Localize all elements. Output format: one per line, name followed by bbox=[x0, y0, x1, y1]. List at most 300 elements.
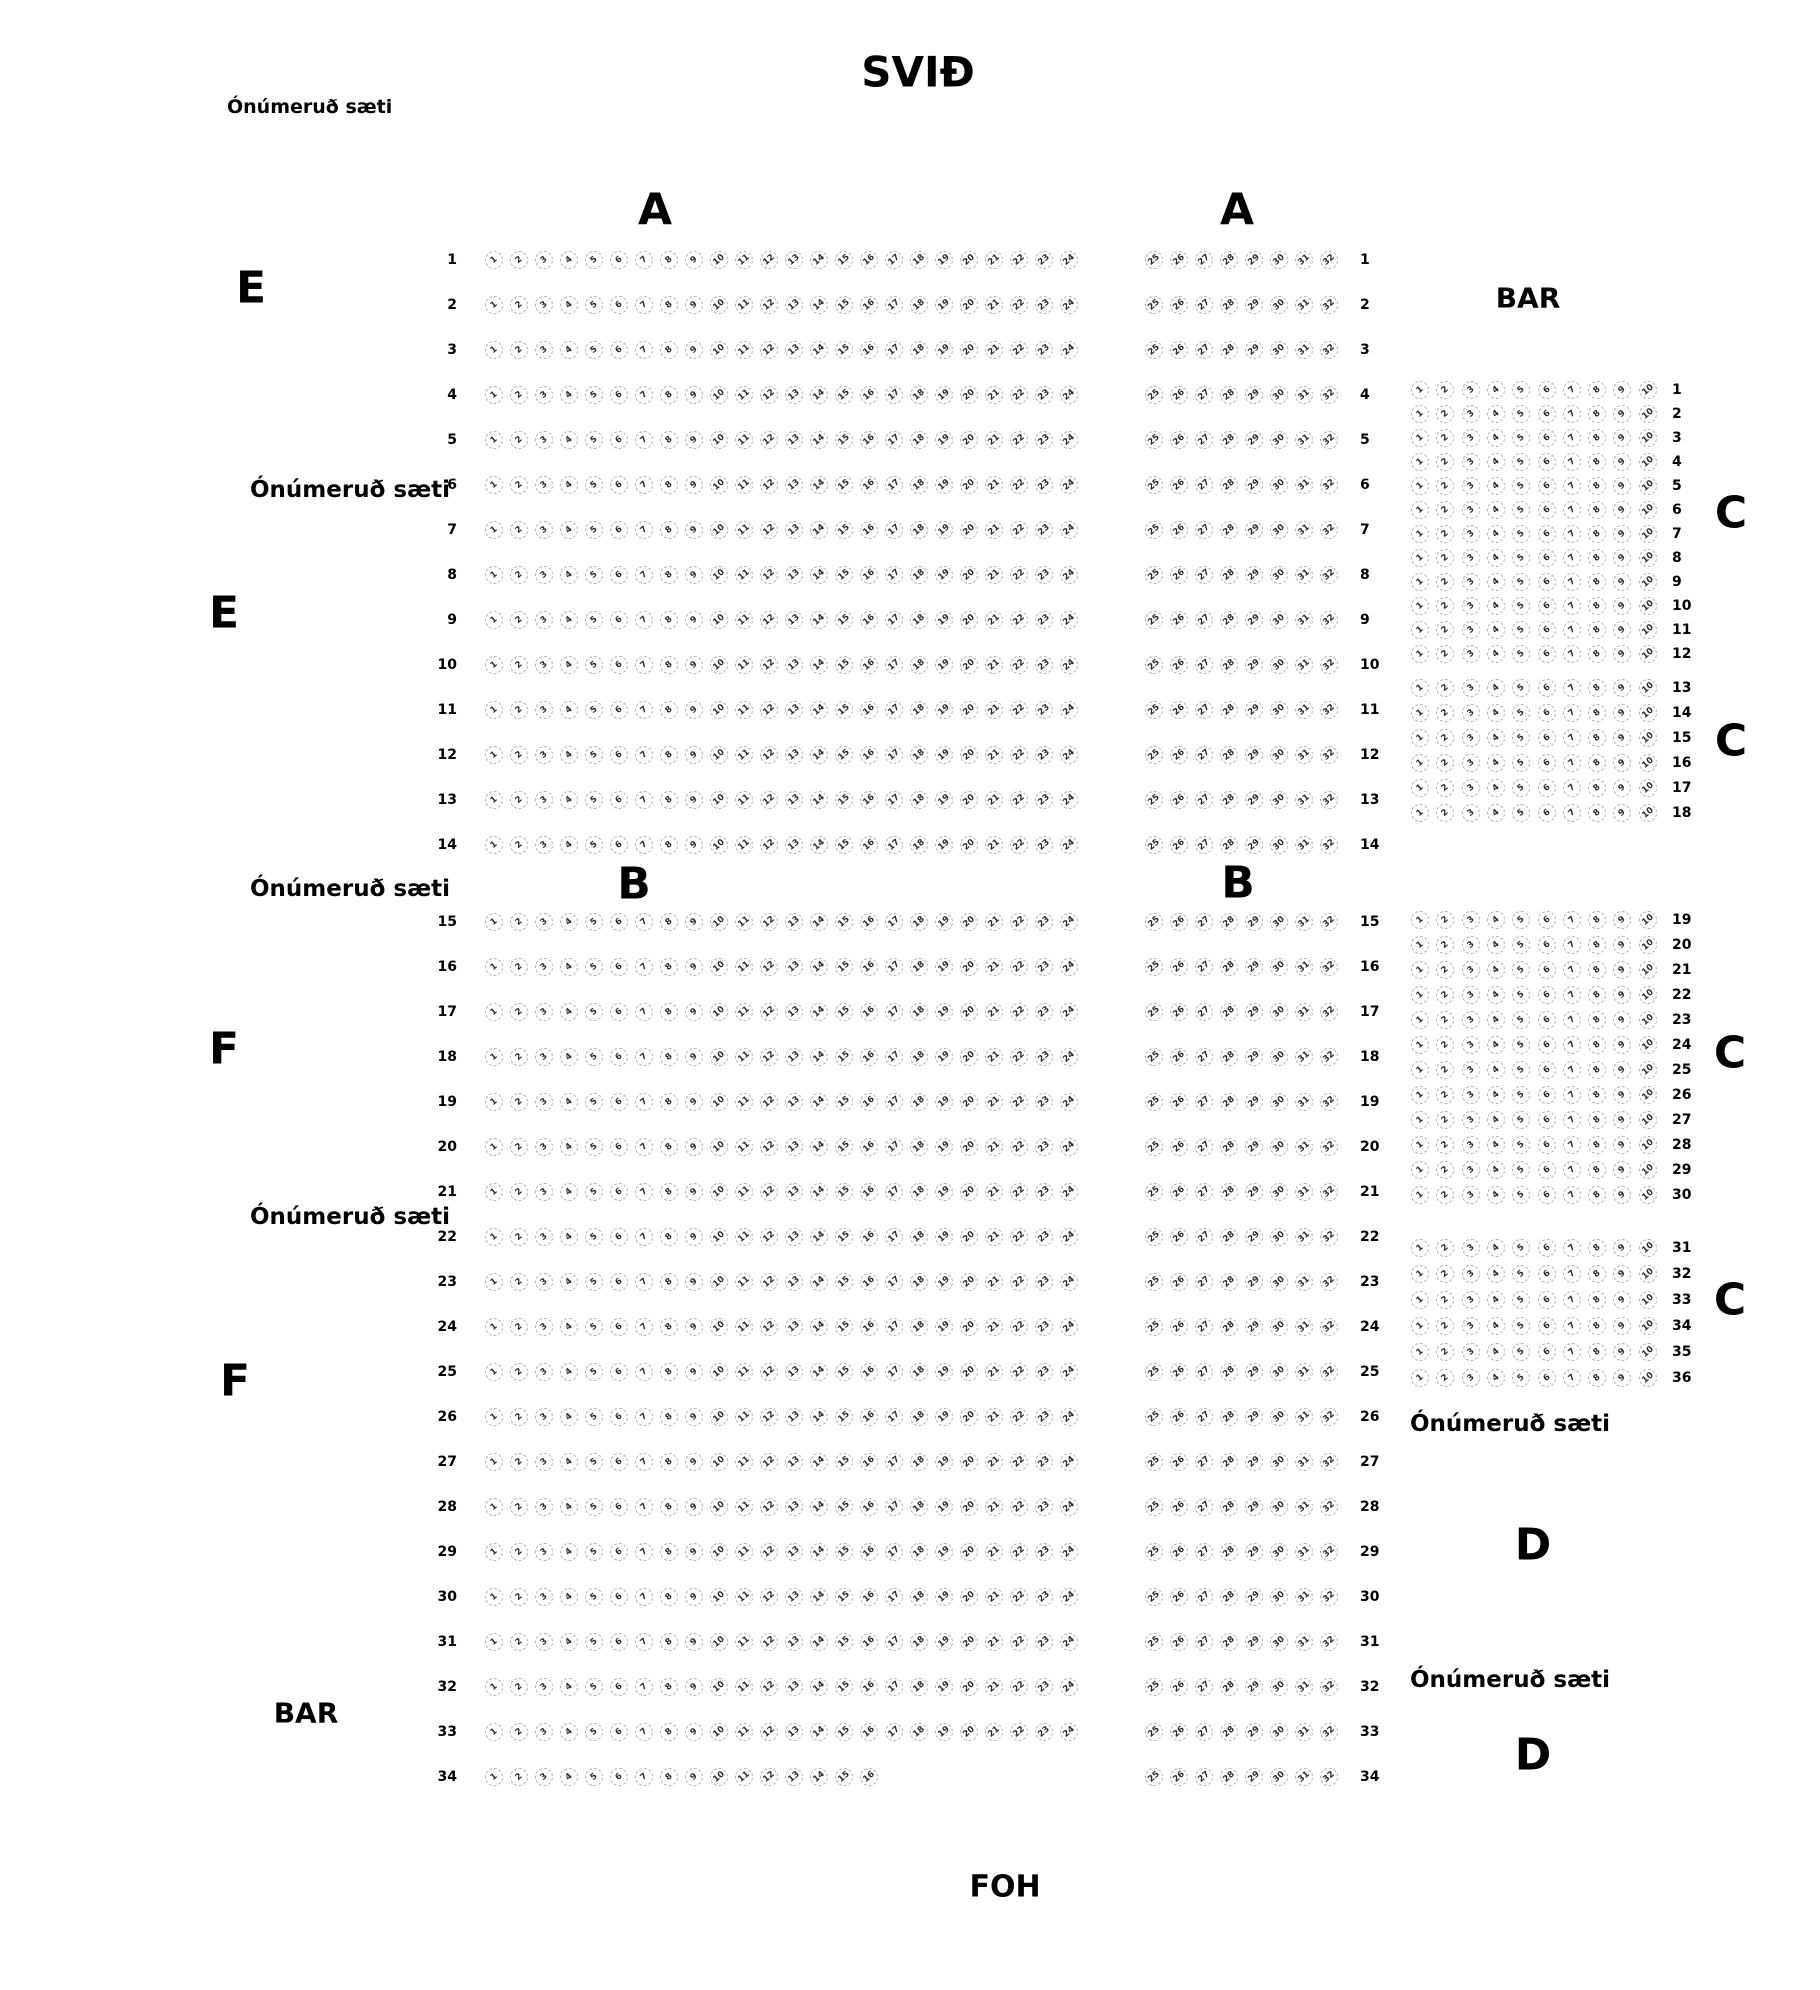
seat[interactable]: 8 bbox=[660, 386, 678, 404]
seat[interactable]: 25 bbox=[1146, 1364, 1162, 1380]
seat[interactable]: 3 bbox=[535, 341, 553, 359]
seat[interactable]: 24 bbox=[1061, 914, 1077, 930]
seat[interactable]: 17 bbox=[886, 252, 902, 268]
seat[interactable]: 10 bbox=[1639, 1344, 1656, 1360]
seat[interactable]: 12 bbox=[761, 959, 777, 975]
seat[interactable]: 15 bbox=[836, 1724, 852, 1740]
seat[interactable]: 6 bbox=[610, 1363, 628, 1381]
seat[interactable]: 18 bbox=[911, 252, 927, 268]
seat[interactable]: 18 bbox=[911, 1724, 927, 1740]
seat[interactable]: 22 bbox=[1011, 657, 1027, 673]
seat[interactable]: 31 bbox=[1296, 1724, 1312, 1740]
seat[interactable]: 4 bbox=[1487, 986, 1505, 1004]
seat[interactable]: 29 bbox=[1246, 1589, 1262, 1605]
seat[interactable]: 20 bbox=[961, 477, 977, 493]
seat[interactable]: 6 bbox=[610, 1183, 628, 1201]
seat[interactable]: 14 bbox=[811, 1634, 827, 1650]
seat[interactable]: 26 bbox=[1171, 837, 1187, 853]
seat[interactable]: 11 bbox=[736, 1274, 752, 1290]
seat[interactable]: 11 bbox=[736, 1139, 752, 1155]
seat[interactable]: 2 bbox=[510, 1453, 528, 1471]
seat[interactable]: 3 bbox=[1462, 405, 1480, 423]
seat[interactable]: 4 bbox=[1487, 911, 1505, 929]
seat[interactable]: 28 bbox=[1221, 914, 1237, 930]
seat[interactable]: 5 bbox=[1512, 597, 1530, 615]
seat[interactable]: 30 bbox=[1271, 1274, 1287, 1290]
seat[interactable]: 11 bbox=[736, 342, 752, 358]
seat[interactable]: 3 bbox=[1462, 1343, 1480, 1361]
seat[interactable]: 27 bbox=[1196, 1454, 1212, 1470]
seat[interactable]: 1 bbox=[1411, 1161, 1429, 1179]
seat[interactable]: 6 bbox=[1538, 597, 1556, 615]
seat[interactable]: 17 bbox=[886, 1139, 902, 1155]
seat[interactable]: 3 bbox=[535, 1003, 553, 1021]
seat[interactable]: 15 bbox=[836, 387, 852, 403]
seat[interactable]: 7 bbox=[635, 1408, 653, 1426]
seat[interactable]: 6 bbox=[1538, 381, 1556, 399]
seat[interactable]: 13 bbox=[786, 1319, 802, 1335]
seat[interactable]: 25 bbox=[1146, 1544, 1162, 1560]
seat[interactable]: 3 bbox=[535, 1768, 553, 1786]
seat[interactable]: 28 bbox=[1221, 1769, 1237, 1785]
seat[interactable]: 15 bbox=[836, 1589, 852, 1605]
seat[interactable]: 17 bbox=[886, 837, 902, 853]
seat[interactable]: 9 bbox=[1613, 1111, 1631, 1129]
seat[interactable]: 23 bbox=[1036, 702, 1052, 718]
seat[interactable]: 12 bbox=[761, 1274, 777, 1290]
seat[interactable]: 29 bbox=[1246, 477, 1262, 493]
seat[interactable]: 11 bbox=[736, 657, 752, 673]
seat[interactable]: 10 bbox=[1639, 1292, 1656, 1308]
seat[interactable]: 32 bbox=[1321, 612, 1337, 628]
seat[interactable]: 10 bbox=[711, 387, 727, 403]
seat[interactable]: 20 bbox=[961, 432, 977, 448]
seat[interactable]: 24 bbox=[1061, 1634, 1077, 1650]
seat[interactable]: 12 bbox=[761, 1094, 777, 1110]
seat[interactable]: 24 bbox=[1061, 1364, 1077, 1380]
seat[interactable]: 9 bbox=[1613, 1061, 1631, 1079]
seat[interactable]: 3 bbox=[535, 1543, 553, 1561]
seat[interactable]: 15 bbox=[836, 1634, 852, 1650]
seat[interactable]: 16 bbox=[861, 522, 877, 538]
seat[interactable]: 12 bbox=[761, 837, 777, 853]
seat[interactable]: 7 bbox=[1563, 1061, 1581, 1079]
seat[interactable]: 31 bbox=[1296, 837, 1312, 853]
seat[interactable]: 9 bbox=[685, 791, 703, 809]
seat[interactable]: 14 bbox=[811, 432, 827, 448]
seat[interactable]: 5 bbox=[1512, 477, 1530, 495]
seat[interactable]: 5 bbox=[585, 1363, 603, 1381]
seat[interactable]: 21 bbox=[986, 1589, 1002, 1605]
seat[interactable]: 30 bbox=[1271, 567, 1287, 583]
seat[interactable]: 12 bbox=[761, 567, 777, 583]
seat[interactable]: 28 bbox=[1221, 1184, 1237, 1200]
seat[interactable]: 6 bbox=[1538, 704, 1556, 722]
seat[interactable]: 17 bbox=[886, 522, 902, 538]
seat[interactable]: 1 bbox=[1411, 804, 1429, 822]
seat[interactable]: 5 bbox=[1512, 1291, 1530, 1309]
seat[interactable]: 8 bbox=[1588, 549, 1606, 567]
seat[interactable]: 6 bbox=[610, 1273, 628, 1291]
seat[interactable]: 30 bbox=[1271, 1319, 1287, 1335]
seat[interactable]: 19 bbox=[936, 959, 952, 975]
seat[interactable]: 1 bbox=[485, 1723, 503, 1741]
seat[interactable]: 21 bbox=[986, 1544, 1002, 1560]
seat[interactable]: 4 bbox=[1487, 1136, 1505, 1154]
seat[interactable]: 17 bbox=[886, 1004, 902, 1020]
seat[interactable]: 5 bbox=[585, 1408, 603, 1426]
seat[interactable]: 9 bbox=[685, 656, 703, 674]
seat[interactable]: 8 bbox=[1588, 1186, 1606, 1204]
seat[interactable]: 26 bbox=[1171, 1184, 1187, 1200]
seat[interactable]: 32 bbox=[1321, 342, 1337, 358]
seat[interactable]: 25 bbox=[1146, 567, 1162, 583]
seat[interactable]: 10 bbox=[1639, 912, 1656, 928]
seat[interactable]: 6 bbox=[1538, 1161, 1556, 1179]
seat[interactable]: 17 bbox=[886, 1094, 902, 1110]
seat[interactable]: 5 bbox=[585, 836, 603, 854]
seat[interactable]: 18 bbox=[911, 522, 927, 538]
seat[interactable]: 25 bbox=[1146, 1184, 1162, 1200]
seat[interactable]: 5 bbox=[585, 1003, 603, 1021]
seat[interactable]: 30 bbox=[1271, 477, 1287, 493]
seat[interactable]: 10 bbox=[711, 1319, 727, 1335]
seat[interactable]: 13 bbox=[786, 837, 802, 853]
seat[interactable]: 3 bbox=[535, 566, 553, 584]
seat[interactable]: 1 bbox=[1411, 405, 1429, 423]
seat[interactable]: 6 bbox=[610, 1633, 628, 1651]
seat[interactable]: 4 bbox=[560, 791, 578, 809]
seat[interactable]: 7 bbox=[635, 656, 653, 674]
seat[interactable]: 14 bbox=[811, 792, 827, 808]
seat[interactable]: 5 bbox=[585, 566, 603, 584]
seat[interactable]: 16 bbox=[861, 1409, 877, 1425]
seat[interactable]: 2 bbox=[510, 431, 528, 449]
seat[interactable]: 8 bbox=[660, 566, 678, 584]
seat[interactable]: 21 bbox=[986, 1409, 1002, 1425]
seat[interactable]: 3 bbox=[535, 431, 553, 449]
seat[interactable]: 5 bbox=[585, 1048, 603, 1066]
seat[interactable]: 1 bbox=[1411, 549, 1429, 567]
seat[interactable]: 3 bbox=[1462, 429, 1480, 447]
seat[interactable]: 1 bbox=[1411, 573, 1429, 591]
seat[interactable]: 28 bbox=[1221, 1589, 1237, 1605]
seat[interactable]: 15 bbox=[836, 1049, 852, 1065]
seat[interactable]: 32 bbox=[1321, 1229, 1337, 1245]
seat[interactable]: 3 bbox=[535, 1183, 553, 1201]
seat[interactable]: 18 bbox=[911, 1319, 927, 1335]
seat[interactable]: 2 bbox=[1436, 477, 1454, 495]
seat[interactable]: 6 bbox=[610, 1678, 628, 1696]
seat[interactable]: 3 bbox=[535, 1363, 553, 1381]
seat[interactable]: 32 bbox=[1321, 1634, 1337, 1650]
seat[interactable]: 2 bbox=[1436, 525, 1454, 543]
seat[interactable]: 15 bbox=[836, 1229, 852, 1245]
seat[interactable]: 7 bbox=[1563, 621, 1581, 639]
seat[interactable]: 4 bbox=[1487, 1291, 1505, 1309]
seat[interactable]: 3 bbox=[535, 386, 553, 404]
seat[interactable]: 26 bbox=[1171, 1679, 1187, 1695]
seat[interactable]: 3 bbox=[535, 296, 553, 314]
seat[interactable]: 31 bbox=[1296, 792, 1312, 808]
seat[interactable]: 6 bbox=[1538, 779, 1556, 797]
seat[interactable]: 29 bbox=[1246, 792, 1262, 808]
seat[interactable]: 2 bbox=[510, 251, 528, 269]
seat[interactable]: 16 bbox=[861, 1274, 877, 1290]
seat[interactable]: 30 bbox=[1271, 1454, 1287, 1470]
seat[interactable]: 7 bbox=[1563, 1111, 1581, 1129]
seat[interactable]: 22 bbox=[1011, 1724, 1027, 1740]
seat[interactable]: 15 bbox=[836, 1544, 852, 1560]
seat[interactable]: 10 bbox=[711, 914, 727, 930]
seat[interactable]: 25 bbox=[1146, 1724, 1162, 1740]
seat[interactable]: 17 bbox=[886, 1319, 902, 1335]
seat[interactable]: 26 bbox=[1171, 914, 1187, 930]
seat[interactable]: 17 bbox=[886, 1049, 902, 1065]
seat[interactable]: 4 bbox=[560, 1183, 578, 1201]
seat[interactable]: 10 bbox=[1639, 1370, 1656, 1386]
seat[interactable]: 29 bbox=[1246, 567, 1262, 583]
seat[interactable]: 12 bbox=[761, 1319, 777, 1335]
seat[interactable]: 31 bbox=[1296, 1319, 1312, 1335]
seat[interactable]: 7 bbox=[635, 386, 653, 404]
seat[interactable]: 4 bbox=[560, 1003, 578, 1021]
seat[interactable]: 17 bbox=[886, 567, 902, 583]
seat[interactable]: 6 bbox=[1538, 961, 1556, 979]
seat[interactable]: 32 bbox=[1321, 1769, 1337, 1785]
seat[interactable]: 19 bbox=[936, 567, 952, 583]
seat[interactable]: 14 bbox=[811, 342, 827, 358]
seat[interactable]: 22 bbox=[1011, 522, 1027, 538]
seat[interactable]: 1 bbox=[1411, 704, 1429, 722]
seat[interactable]: 31 bbox=[1296, 1004, 1312, 1020]
seat[interactable]: 2 bbox=[1436, 597, 1454, 615]
seat[interactable]: 4 bbox=[1487, 961, 1505, 979]
seat[interactable]: 31 bbox=[1296, 747, 1312, 763]
seat[interactable]: 10 bbox=[1639, 937, 1656, 953]
seat[interactable]: 1 bbox=[1411, 911, 1429, 929]
seat[interactable]: 15 bbox=[836, 252, 852, 268]
seat[interactable]: 7 bbox=[635, 1093, 653, 1111]
seat[interactable]: 26 bbox=[1171, 747, 1187, 763]
seat[interactable]: 21 bbox=[986, 1139, 1002, 1155]
seat[interactable]: 6 bbox=[610, 836, 628, 854]
seat[interactable]: 4 bbox=[560, 521, 578, 539]
seat[interactable]: 19 bbox=[936, 1094, 952, 1110]
seat[interactable]: 7 bbox=[635, 1273, 653, 1291]
seat[interactable]: 9 bbox=[685, 251, 703, 269]
seat[interactable]: 14 bbox=[811, 1364, 827, 1380]
seat[interactable]: 10 bbox=[1639, 1112, 1656, 1128]
seat[interactable]: 6 bbox=[1538, 1291, 1556, 1309]
seat[interactable]: 8 bbox=[660, 1273, 678, 1291]
seat[interactable]: 28 bbox=[1221, 1634, 1237, 1650]
seat[interactable]: 8 bbox=[660, 611, 678, 629]
seat[interactable]: 32 bbox=[1321, 1184, 1337, 1200]
seat[interactable]: 10 bbox=[711, 1364, 727, 1380]
seat[interactable]: 8 bbox=[1588, 1369, 1606, 1387]
seat[interactable]: 4 bbox=[1487, 1061, 1505, 1079]
seat[interactable]: 4 bbox=[560, 1723, 578, 1741]
seat[interactable]: 1 bbox=[1411, 1265, 1429, 1283]
seat[interactable]: 9 bbox=[685, 1453, 703, 1471]
seat[interactable]: 26 bbox=[1171, 1409, 1187, 1425]
seat[interactable]: 9 bbox=[1613, 429, 1631, 447]
seat[interactable]: 23 bbox=[1036, 1004, 1052, 1020]
seat[interactable]: 2 bbox=[1436, 679, 1454, 697]
seat[interactable]: 18 bbox=[911, 1364, 927, 1380]
seat[interactable]: 11 bbox=[736, 1679, 752, 1695]
seat[interactable]: 28 bbox=[1221, 959, 1237, 975]
seat[interactable]: 13 bbox=[786, 612, 802, 628]
seat[interactable]: 13 bbox=[786, 959, 802, 975]
seat[interactable]: 4 bbox=[560, 1453, 578, 1471]
seat[interactable]: 25 bbox=[1146, 297, 1162, 313]
seat[interactable]: 4 bbox=[1487, 549, 1505, 567]
seat[interactable]: 20 bbox=[961, 1679, 977, 1695]
seat[interactable]: 1 bbox=[485, 296, 503, 314]
seat[interactable]: 2 bbox=[1436, 1086, 1454, 1104]
seat[interactable]: 14 bbox=[811, 1319, 827, 1335]
seat[interactable]: 30 bbox=[1271, 612, 1287, 628]
seat[interactable]: 32 bbox=[1321, 252, 1337, 268]
seat[interactable]: 10 bbox=[1639, 382, 1656, 398]
seat[interactable]: 10 bbox=[1639, 526, 1656, 542]
seat[interactable]: 4 bbox=[1487, 779, 1505, 797]
seat[interactable]: 1 bbox=[485, 958, 503, 976]
seat[interactable]: 28 bbox=[1221, 792, 1237, 808]
seat[interactable]: 15 bbox=[836, 1499, 852, 1515]
seat[interactable]: 30 bbox=[1271, 1634, 1287, 1650]
seat[interactable]: 4 bbox=[1487, 381, 1505, 399]
seat[interactable]: 18 bbox=[911, 1454, 927, 1470]
seat[interactable]: 22 bbox=[1011, 612, 1027, 628]
seat[interactable]: 22 bbox=[1011, 1274, 1027, 1290]
seat[interactable]: 9 bbox=[1613, 573, 1631, 591]
seat[interactable]: 31 bbox=[1296, 387, 1312, 403]
seat[interactable]: 7 bbox=[1563, 1369, 1581, 1387]
seat[interactable]: 18 bbox=[911, 477, 927, 493]
seat[interactable]: 22 bbox=[1011, 1184, 1027, 1200]
seat[interactable]: 9 bbox=[685, 476, 703, 494]
seat[interactable]: 22 bbox=[1011, 1499, 1027, 1515]
seat[interactable]: 12 bbox=[761, 297, 777, 313]
seat[interactable]: 24 bbox=[1061, 1094, 1077, 1110]
seat[interactable]: 18 bbox=[911, 1049, 927, 1065]
seat[interactable]: 9 bbox=[1613, 525, 1631, 543]
seat[interactable]: 4 bbox=[560, 431, 578, 449]
seat[interactable]: 2 bbox=[1436, 429, 1454, 447]
seat[interactable]: 29 bbox=[1246, 1634, 1262, 1650]
seat[interactable]: 20 bbox=[961, 1589, 977, 1605]
seat[interactable]: 29 bbox=[1246, 1724, 1262, 1740]
seat[interactable]: 28 bbox=[1221, 1544, 1237, 1560]
seat[interactable]: 5 bbox=[585, 656, 603, 674]
seat[interactable]: 5 bbox=[1512, 1186, 1530, 1204]
seat[interactable]: 8 bbox=[660, 913, 678, 931]
seat[interactable]: 21 bbox=[986, 959, 1002, 975]
seat[interactable]: 5 bbox=[1512, 1265, 1530, 1283]
seat[interactable]: 10 bbox=[1639, 502, 1656, 518]
seat[interactable]: 21 bbox=[986, 387, 1002, 403]
seat[interactable]: 2 bbox=[1436, 911, 1454, 929]
seat[interactable]: 1 bbox=[1411, 936, 1429, 954]
seat[interactable]: 27 bbox=[1196, 1004, 1212, 1020]
seat[interactable]: 20 bbox=[961, 522, 977, 538]
seat[interactable]: 7 bbox=[635, 836, 653, 854]
seat[interactable]: 25 bbox=[1146, 1274, 1162, 1290]
seat[interactable]: 2 bbox=[1436, 1036, 1454, 1054]
seat[interactable]: 31 bbox=[1296, 1094, 1312, 1110]
seat[interactable]: 27 bbox=[1196, 1364, 1212, 1380]
seat[interactable]: 22 bbox=[1011, 387, 1027, 403]
seat[interactable]: 23 bbox=[1036, 1094, 1052, 1110]
seat[interactable]: 13 bbox=[786, 252, 802, 268]
seat[interactable]: 8 bbox=[660, 958, 678, 976]
seat[interactable]: 13 bbox=[786, 1139, 802, 1155]
seat[interactable]: 11 bbox=[736, 1409, 752, 1425]
seat[interactable]: 22 bbox=[1011, 837, 1027, 853]
seat[interactable]: 12 bbox=[761, 252, 777, 268]
seat[interactable]: 5 bbox=[1512, 1086, 1530, 1104]
seat[interactable]: 30 bbox=[1271, 1229, 1287, 1245]
seat[interactable]: 13 bbox=[786, 1589, 802, 1605]
seat[interactable]: 19 bbox=[936, 1409, 952, 1425]
seat[interactable]: 4 bbox=[560, 1633, 578, 1651]
seat[interactable]: 13 bbox=[786, 522, 802, 538]
seat[interactable]: 14 bbox=[811, 477, 827, 493]
seat[interactable]: 14 bbox=[811, 837, 827, 853]
seat[interactable]: 27 bbox=[1196, 1049, 1212, 1065]
seat[interactable]: 27 bbox=[1196, 747, 1212, 763]
seat[interactable]: 5 bbox=[585, 791, 603, 809]
seat[interactable]: 23 bbox=[1036, 1409, 1052, 1425]
seat[interactable]: 7 bbox=[1563, 961, 1581, 979]
seat[interactable]: 10 bbox=[711, 1409, 727, 1425]
seat[interactable]: 10 bbox=[1639, 1037, 1656, 1053]
seat[interactable]: 14 bbox=[811, 1454, 827, 1470]
seat[interactable]: 12 bbox=[761, 1139, 777, 1155]
seat[interactable]: 3 bbox=[1462, 1086, 1480, 1104]
seat[interactable]: 15 bbox=[836, 477, 852, 493]
seat[interactable]: 9 bbox=[1613, 754, 1631, 772]
seat[interactable]: 25 bbox=[1146, 522, 1162, 538]
seat[interactable]: 10 bbox=[711, 1544, 727, 1560]
seat[interactable]: 7 bbox=[1563, 936, 1581, 954]
seat[interactable]: 15 bbox=[836, 1004, 852, 1020]
seat[interactable]: 6 bbox=[610, 341, 628, 359]
seat[interactable]: 1 bbox=[1411, 1136, 1429, 1154]
seat[interactable]: 28 bbox=[1221, 1229, 1237, 1245]
seat[interactable]: 32 bbox=[1321, 567, 1337, 583]
seat[interactable]: 13 bbox=[786, 1049, 802, 1065]
seat[interactable]: 8 bbox=[660, 1138, 678, 1156]
seat[interactable]: 29 bbox=[1246, 1139, 1262, 1155]
seat[interactable]: 7 bbox=[1563, 679, 1581, 697]
seat[interactable]: 32 bbox=[1321, 1319, 1337, 1335]
seat[interactable]: 8 bbox=[1588, 1136, 1606, 1154]
seat[interactable]: 32 bbox=[1321, 1004, 1337, 1020]
seat[interactable]: 19 bbox=[936, 432, 952, 448]
seat[interactable]: 14 bbox=[811, 1769, 827, 1785]
seat[interactable]: 11 bbox=[736, 432, 752, 448]
seat[interactable]: 21 bbox=[986, 1229, 1002, 1245]
seat[interactable]: 16 bbox=[861, 1679, 877, 1695]
seat[interactable]: 8 bbox=[660, 1453, 678, 1471]
seat[interactable]: 18 bbox=[911, 959, 927, 975]
seat[interactable]: 22 bbox=[1011, 702, 1027, 718]
seat[interactable]: 32 bbox=[1321, 959, 1337, 975]
